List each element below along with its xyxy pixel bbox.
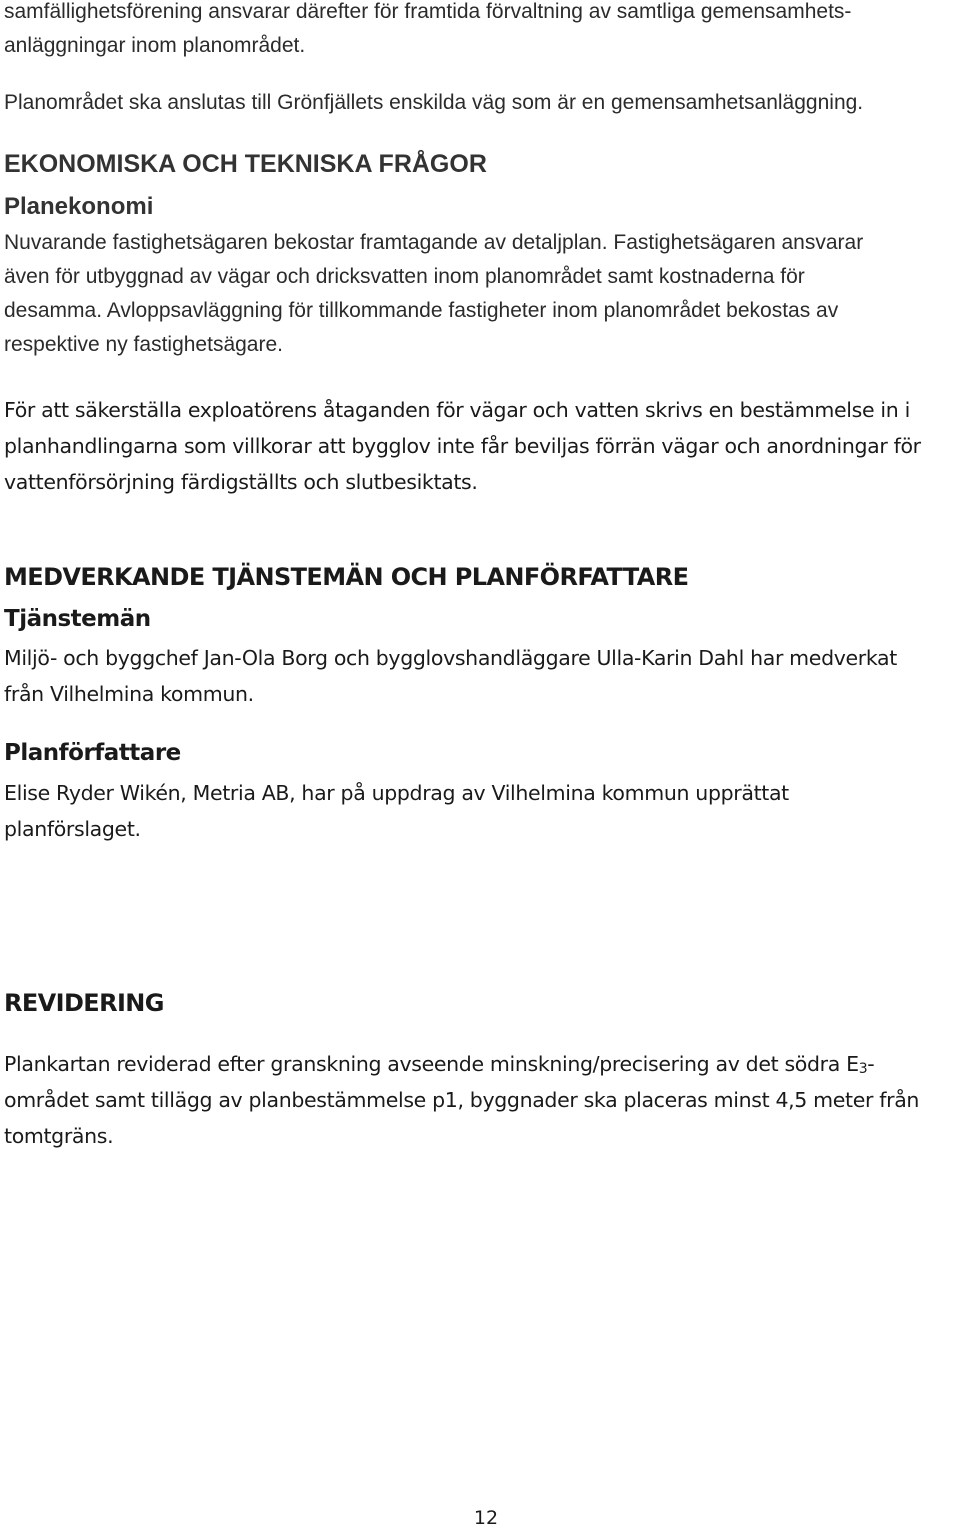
- paragraph-line: För att säkerställa exploatörens åtaganden för vägar och vatten skrivs en bestämmelse in i: [4, 398, 910, 422]
- paragraph-line: vattenförsörjning färdigställts och slutbesiktats.: [4, 470, 478, 494]
- revision-heading: REVIDERING: [4, 989, 164, 1017]
- road-text: Planområdet ska anslutas till Grönfjällets enskilda väg som är en gemensamhetsanläggning.: [4, 91, 864, 114]
- planekonomi-subheading: Planekonomi: [4, 193, 154, 220]
- paragraph-line: området samt tillägg av planbestämmelse p1, byggnader ska placeras minst 4,5 meter från: [4, 1088, 920, 1112]
- planekonomi-paragraph-2: [4, 392, 954, 500]
- page-number: 12: [473, 1507, 499, 1529]
- paragraph-line: från Vilhelmina kommun.: [4, 682, 254, 706]
- subscript-three: 3: [858, 1061, 868, 1077]
- planekonomi-paragraph-1: [4, 226, 954, 362]
- paragraph-line: Miljö- och byggchef Jan-Ola Borg och bygglovshandläggare Ulla-Karin Dahl har medverkat: [4, 646, 897, 670]
- intro-line: samfällighetsförening ansvarar därefter för framtida förvaltning av samtliga gemensamhets-: [4, 0, 852, 23]
- author-paragraph: [4, 775, 954, 847]
- paragraph-line: även för utbyggnad av vägar och dricksvatten inom planområdet samt kostnaderna för: [4, 265, 805, 288]
- paragraph-line: planhandlingarna som villkorar att bygglov inte får beviljas förrän vägar och anordningar för: [4, 434, 921, 458]
- paragraph-line: tomtgräns.: [4, 1124, 114, 1148]
- paragraph-line: [4, 1052, 874, 1076]
- officials-paragraph: [4, 640, 954, 712]
- paragraph-line: desamma. Avloppsavläggning för tillkommande fastigheter inom planområdet bekostas av: [4, 299, 839, 322]
- revision-line-start: Plankartan reviderad efter granskning avseende minskning/precisering av det södra E: [4, 1052, 859, 1076]
- paragraph-line: Elise Ryder Wikén, Metria AB, har på uppdrag av Vilhelmina kommun upprättat: [4, 781, 789, 805]
- paragraph-line: respektive ny fastighetsägare.: [4, 333, 283, 356]
- revision-line-end: -: [867, 1052, 875, 1076]
- paragraph-line: planförslaget.: [4, 817, 141, 841]
- paragraph-line: Nuvarande fastighetsägaren bekostar framtagande av detaljplan. Fastighetsägaren ansvarar: [4, 231, 864, 254]
- intro-paragraph: [4, 0, 954, 63]
- revision-paragraph: [4, 1046, 954, 1154]
- road-paragraph: [4, 86, 954, 120]
- officials-subheading: Tjänstemän: [4, 606, 151, 632]
- intro-line: anläggningar inom planområdet.: [4, 34, 306, 57]
- staff-heading: MEDVERKANDE TJÄNSTEMÄN OCH PLANFÖRFATTARE: [4, 563, 689, 591]
- author-subheading: Planförfattare: [4, 740, 181, 766]
- economic-heading: EKONOMISKA OCH TEKNISKA FRÅGOR: [4, 150, 487, 178]
